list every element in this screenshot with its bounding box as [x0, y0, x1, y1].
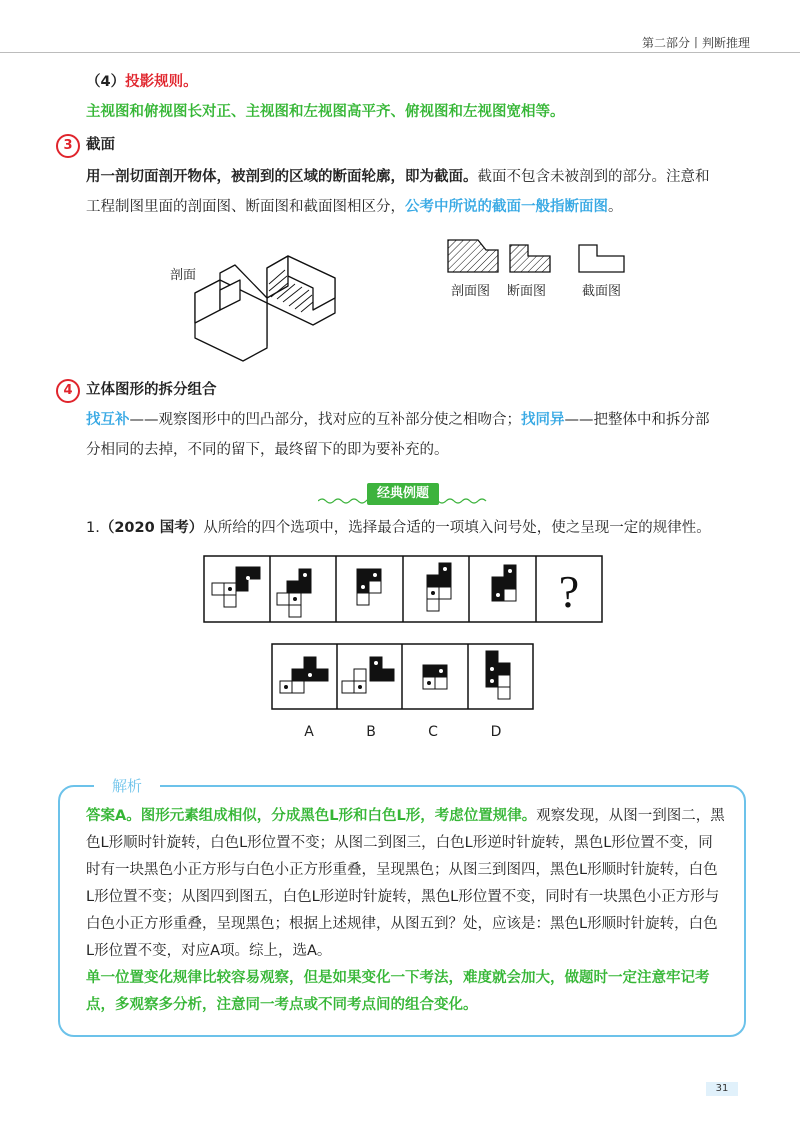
analysis-line-5: 白色小正方形重叠，呈现黑色；根据上述规律，从图五到？处，应该是：黑色L形顺时针旋转，白色	[86, 916, 718, 932]
section-3-number: 3	[56, 134, 80, 158]
section-4-paragraph-line-2: 分相同的去掉，不同的留下，最终留下的即为要补充的。	[86, 442, 449, 458]
profile-view-diagram	[446, 236, 501, 276]
page-number: 31	[706, 1082, 738, 1096]
projection-rule: 主视图和俯视图长对正、主视图和左视图高平齐、俯视图和左视图宽相等。	[86, 104, 565, 120]
section-figure-label: 剖面	[170, 268, 197, 283]
analysis-line-3: 时有一块黑色小正方形与白色小正方形重叠，呈现黑色；从图三到图四，黑色L形顺时针旋转，白色	[86, 862, 718, 878]
section-3-paragraph-line-2: 工程制图里面的剖面图、断面图和截面图相区分，公考中所说的截面一般指断面图。	[86, 199, 623, 215]
section-3-paragraph-line-1: 用一剖切面剖开物体，被剖到的区域的断面轮廓，即为截面。截面不包含未被剖到的部分。注意和	[86, 169, 710, 185]
analysis-tip-line-2: 点，多观察多分析，注意同一考点或不同考点间的组合变化。	[86, 997, 478, 1013]
analysis-line-6: L形位置不变，对应A项。综上，选A。	[86, 943, 332, 959]
analysis-line-1: 答案A。图形元素组成相似，分成黑色L形和白色L形，考虑位置规律。观察发现，从图一到图二，黑	[86, 808, 725, 824]
option-a-label: A	[304, 724, 314, 740]
caption-cross-section-view: 断面图	[507, 284, 547, 299]
section-4-title: 立体图形的拆分组合	[86, 382, 217, 398]
section-4-number: 4	[56, 379, 80, 403]
running-header: 第二部分丨判断推理	[641, 36, 750, 50]
caption-section-view: 截面图	[582, 284, 622, 299]
section-4-paragraph-line-1: 找互补——观察图形中的凹凸部分，找对应的互补部分使之相吻合；找同异——把整体中和拆分部	[86, 412, 710, 428]
section-view-diagram	[577, 242, 627, 276]
analysis-tag: 解析	[94, 774, 160, 798]
cross-section-view-diagram	[508, 242, 553, 276]
analysis-tip-line-1: 单一位置变化规律比较容易观察，但是如果变化一下考法，难度就会加大，做题时一定注意牢记考	[86, 970, 710, 986]
option-d-label: D	[490, 724, 502, 740]
question-text: 1.（2020 国考）从所给的四个选项中，选择最合适的一项填入问号处，使之呈现一定的规律性。	[86, 520, 711, 536]
question-mark: ?	[558, 566, 580, 617]
section-3-title: 截面	[86, 137, 115, 153]
section-cut-illustration	[185, 228, 360, 363]
option-c-label: C	[428, 724, 438, 740]
projection-heading: （4）投影规则。	[86, 74, 198, 90]
analysis-line-4: L形位置不变；从图四到图五，白色L形逆时针旋转，黑色L形位置不变，同时有一块黑色小正方形与	[86, 889, 720, 905]
options-figure-strip	[271, 643, 535, 711]
header-divider	[0, 52, 800, 53]
question-figure-strip	[203, 555, 605, 624]
example-banner: 经典例题	[367, 483, 439, 505]
option-b-label: B	[366, 724, 376, 740]
analysis-line-2: 色L形顺时针旋转，白色L形位置不变；从图二到图三，白色L形逆时针旋转，黑色L形位置不变，同	[86, 835, 713, 851]
caption-profile-view: 剖面图	[451, 284, 491, 299]
